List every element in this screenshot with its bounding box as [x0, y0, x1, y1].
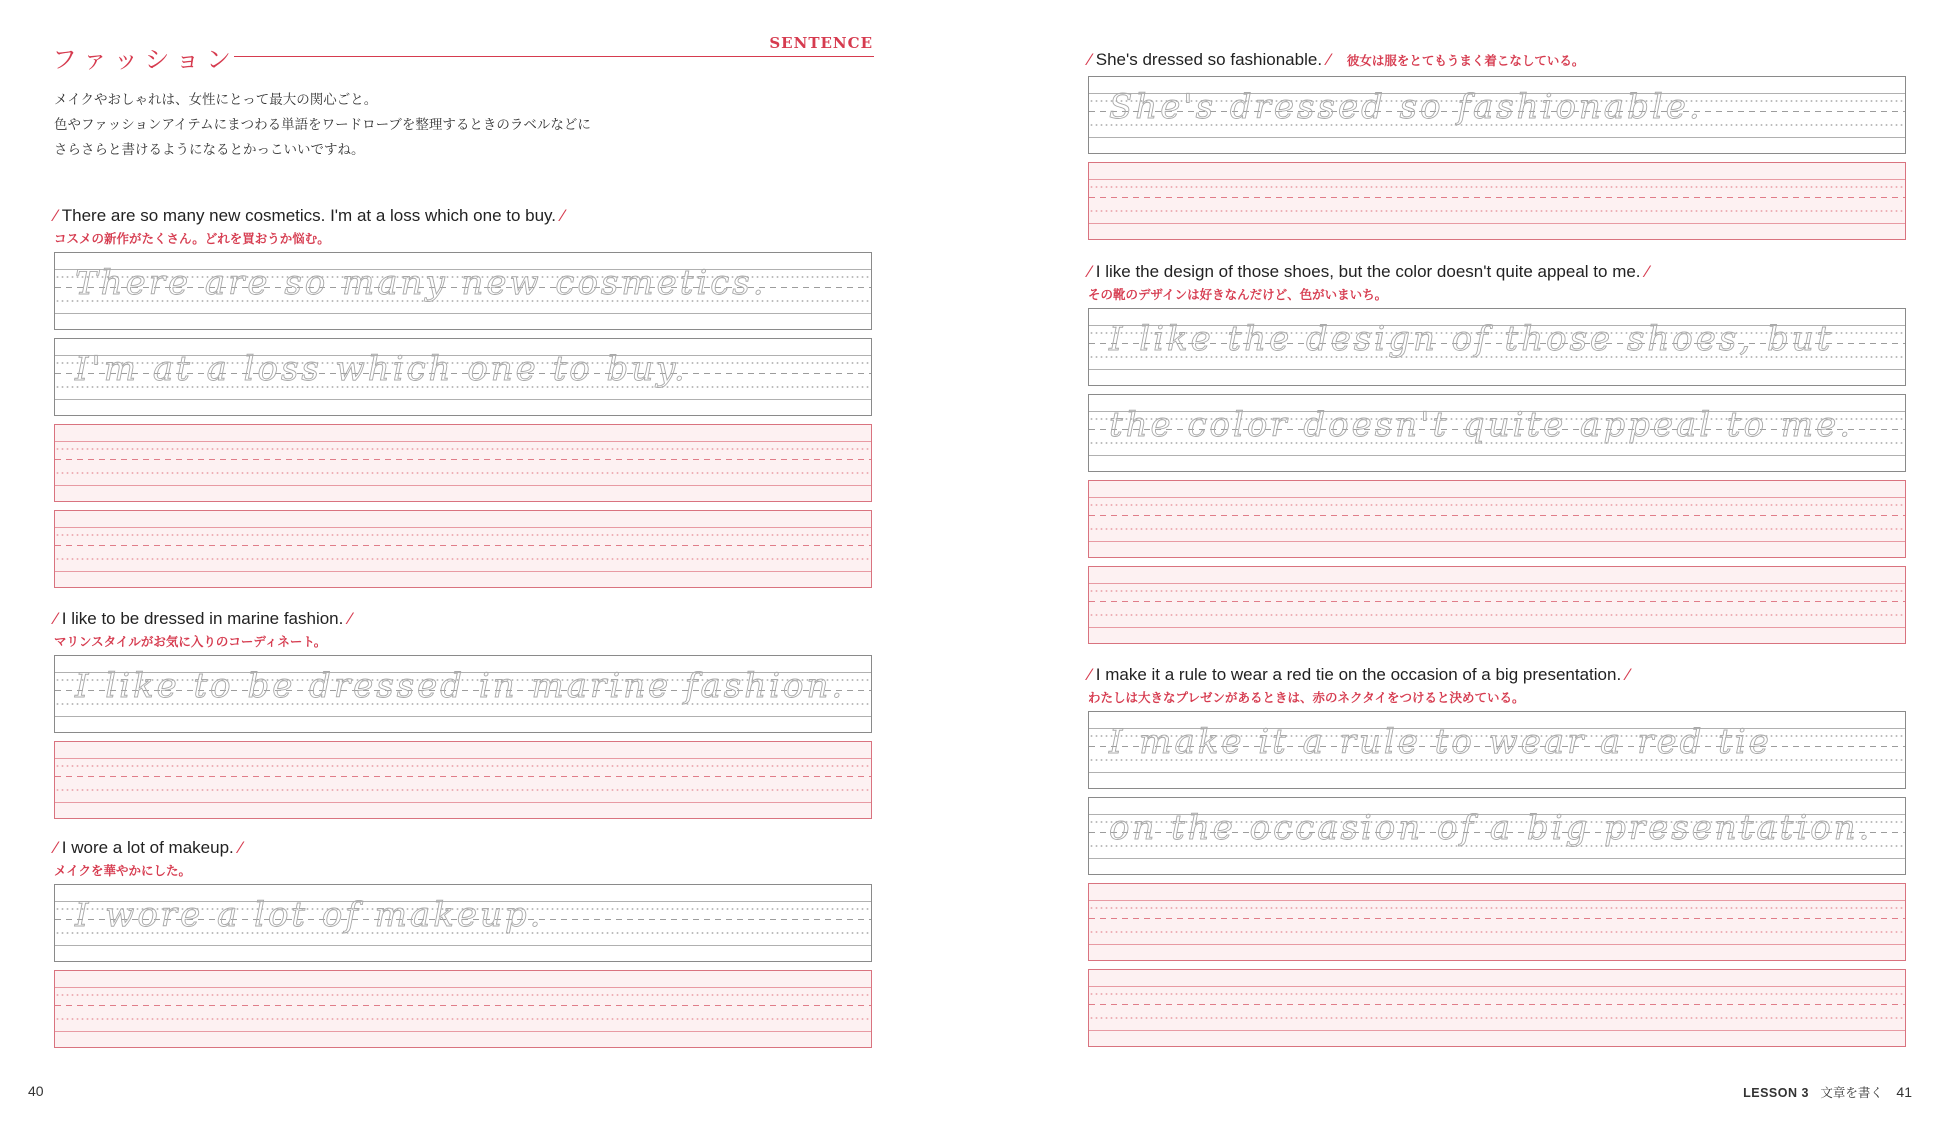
exercise-sentence: I like the design of those shoes, but the color doesn't quite appeal to me. [1095, 262, 1641, 281]
trace-text: I make it a rule to wear a red tie [1109, 722, 1772, 762]
exercise-prompt [1088, 262, 1908, 286]
lesson-title: 文章を書く [1820, 1085, 1883, 1100]
practice-box[interactable] [1088, 162, 1906, 240]
slash-mark: ⁄ [1626, 665, 1629, 684]
practice-box[interactable] [54, 741, 872, 819]
practice-box[interactable] [54, 424, 872, 502]
trace-text: on the occasion of a big presentation. [1109, 808, 1873, 848]
exercise-cosmetics [54, 206, 874, 596]
practice-box[interactable] [1088, 566, 1906, 644]
exercise-sentence: I make it a rule to wear a red tie on the occasion of a big presentation. [1095, 665, 1622, 684]
trace-box [1088, 711, 1906, 789]
slash-mark: ⁄ [54, 206, 57, 225]
exercise-fashionable [1088, 50, 1908, 248]
lesson-footer [1743, 1083, 1912, 1101]
exercise-prompt [1088, 665, 1908, 689]
trace-text: I like to be dressed in marine fashion. [75, 666, 846, 706]
title-rule [234, 56, 874, 57]
slash-mark: ⁄ [561, 206, 564, 225]
intro-line: メイクやおしゃれは、女性にとって最大の関心ごと。 [54, 92, 378, 108]
exercise-shoes [1088, 262, 1908, 652]
trace-box [54, 338, 872, 416]
trace-text: She's dressed so fashionable. [1109, 87, 1703, 127]
page-number-right: 41 [1896, 1084, 1912, 1100]
section-title: ファッション [52, 45, 238, 74]
practice-box[interactable] [54, 510, 872, 588]
slash-mark: ⁄ [1645, 262, 1649, 281]
practice-box[interactable] [1088, 480, 1906, 558]
exercise-prompt [54, 609, 874, 633]
trace-box [1088, 797, 1906, 875]
slash-mark: ⁄ [54, 838, 57, 857]
trace-text: There are so many new cosmetics. [75, 263, 767, 303]
slash-mark: ⁄ [1088, 262, 1091, 281]
exercise-red-tie [1088, 665, 1908, 1055]
section-label: SENTENCE [769, 34, 873, 52]
trace-text: I'm at a loss which one to buy. [75, 349, 688, 389]
exercise-makeup [54, 838, 874, 1056]
right-page [975, 0, 1950, 1125]
slash-mark: ⁄ [54, 609, 57, 628]
exercise-translation: わたしは大きなプレゼンがあるときは、赤のネクタイをつけると決めている。 [1088, 690, 1525, 705]
exercise-marine-fashion [54, 609, 874, 827]
slash-mark: ⁄ [348, 609, 352, 628]
exercise-translation: 彼女は服をとてもうまく着こなしている。 [1346, 53, 1585, 68]
trace-box [54, 655, 872, 733]
exercise-translation: メイクを華やかにした。 [54, 863, 192, 878]
trace-box [1088, 76, 1906, 154]
exercise-translation: マリンスタイルがお気に入りのコーディネート。 [54, 634, 327, 649]
page-number-left: 40 [28, 1083, 44, 1099]
practice-box[interactable] [1088, 883, 1906, 961]
intro-line: さらさらと書けるようになるとかっこいいですね。 [54, 142, 365, 158]
trace-box [54, 884, 872, 962]
trace-box [1088, 394, 1906, 472]
exercise-translation: その靴のデザインは好きなんだけど、色がいまいち。 [1088, 287, 1388, 302]
trace-text: I like the design of those shoes, but [1109, 319, 1834, 359]
exercise-translation: コスメの新作がたくさん。どれを買おうか悩む。 [54, 231, 330, 246]
exercise-sentence: She's dressed so fashionable. [1095, 50, 1323, 69]
exercise-sentence: There are so many new cosmetics. I'm at a loss which one to buy. [61, 206, 557, 225]
lesson-label: LESSON 3 [1743, 1086, 1809, 1100]
slash-mark: ⁄ [1088, 665, 1091, 684]
practice-box[interactable] [1088, 969, 1906, 1047]
trace-text: the color doesn't quite appeal to me. [1109, 405, 1854, 445]
exercise-prompt [54, 206, 874, 230]
trace-box [1088, 308, 1906, 386]
slash-mark: ⁄ [1088, 50, 1091, 69]
trace-text: I wore a lot of makeup. [75, 895, 544, 935]
exercise-prompt [1088, 50, 1908, 74]
slash-mark: ⁄ [1327, 50, 1330, 69]
practice-box[interactable] [54, 970, 872, 1048]
exercise-prompt [54, 838, 874, 862]
intro-text [54, 88, 694, 163]
slash-mark: ⁄ [238, 838, 242, 857]
exercise-sentence: I like to be dressed in marine fashion. [61, 609, 344, 628]
trace-box [54, 252, 872, 330]
intro-line: 色やファッションアイテムにまつわる単語をワードローブを整理するときのラベルなどに [54, 117, 591, 133]
exercise-sentence: I wore a lot of makeup. [61, 838, 234, 857]
